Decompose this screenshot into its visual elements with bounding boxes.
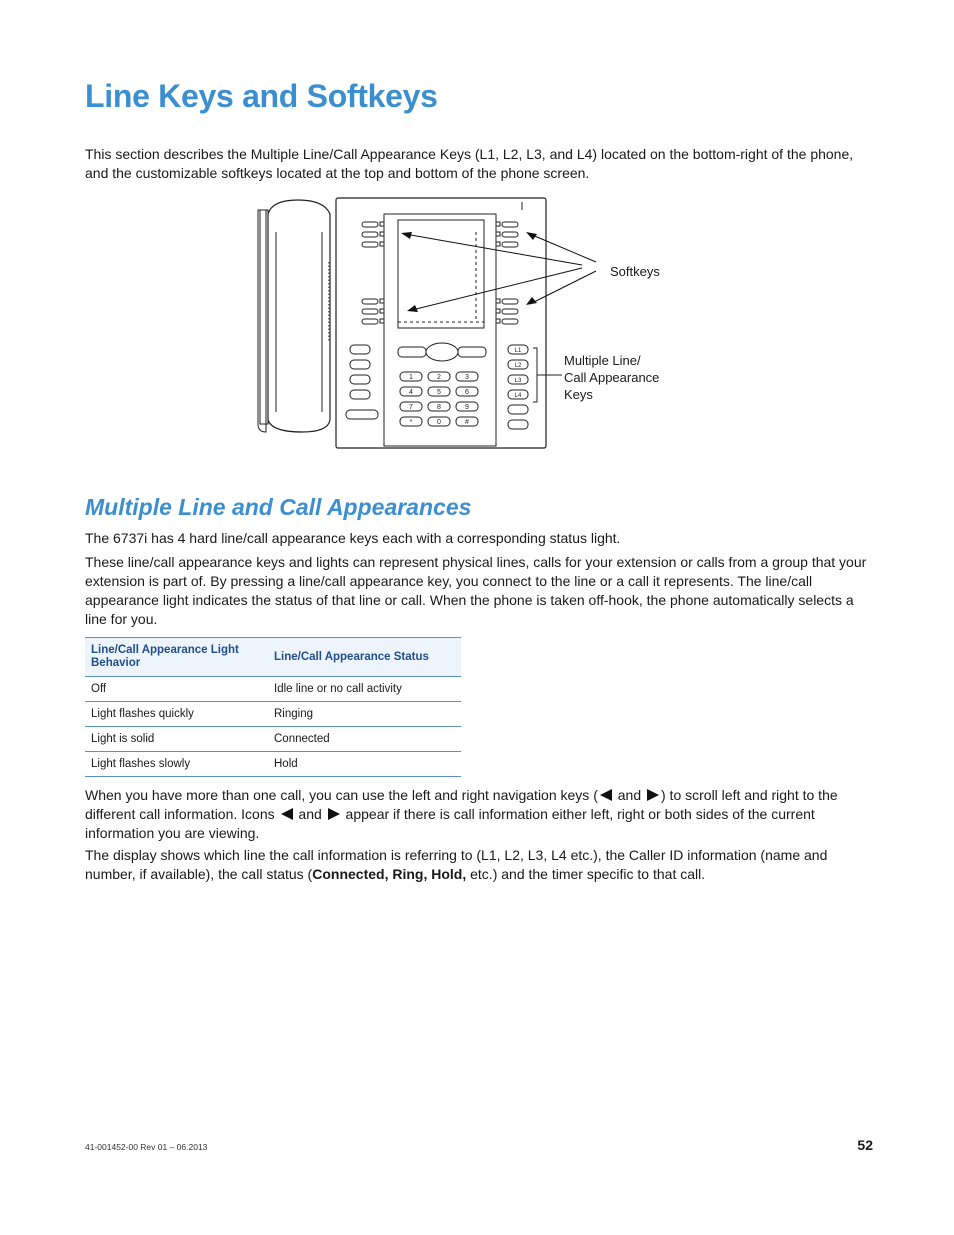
key-3-label: 3 [465,374,469,381]
line-keys-callout [564,352,659,403]
section-heading: Multiple Line and Call Appearances [85,494,472,520]
table-cell: Light flashes slowly [85,752,268,777]
line-key-l2-label: L2 [514,363,522,369]
table-cell: Light flashes quickly [85,702,268,727]
paragraph-line-keys: These line/call appearance keys and lights can represent physical lines, calls for your extension or calls from a group that your extension is part of. By pressing a line/call appearance key, you connect to the line or a call it represents. The line/call appearance light indicates the status of that line or call. When the phone is taken off-hook, the phone automatically selects a line for you. [85,554,867,627]
display-text-bold: Connected, Ring, Hold, [312,866,467,882]
paragraph-6737i: The 6737i has 4 hard line/call appearance keys each with a corresponding status light. [85,530,621,546]
paragraph-navigation [85,786,875,843]
key-0-label: 0 [437,419,441,426]
nav-text-part1: When you have more than one call, you can use the left and right navigation keys ( [85,787,598,803]
light-behavior-table [85,637,461,777]
footer-document-code: 41-001452-00 Rev 01 – 06.2013 [85,1142,208,1152]
line-keys-callout-line3: Keys [564,387,593,402]
table-row [85,752,461,777]
table-row [85,727,461,752]
line-key-l4-label: L4 [514,393,522,399]
left-arrow-icon [600,789,612,801]
softkeys-callout: Softkeys [610,264,660,279]
key-1-label: 1 [409,374,413,381]
table-cell: Ringing [268,702,461,727]
display-text-part2: etc.) and the timer specific to that call. [466,866,706,882]
table-row [85,677,461,702]
display-text-part1: The display shows which line the call information is referring to (L1, L2, L3, L4 etc.), the Caller ID information (name and number, if available), the call status ( [85,847,828,882]
key-2-label: 2 [437,374,441,381]
table-header-status: Line/Call Appearance Status [268,638,461,677]
right-arrow-icon [328,808,340,820]
page-title: Line Keys and Softkeys [85,78,438,114]
nav-text-and1: and [613,787,645,803]
line-keys-callout-line1: Multiple Line/ [564,353,641,368]
key-7-label: 7 [409,404,413,411]
intro-paragraph: This section describes the Multiple Line/Call Appearance Keys (L1, L2, L3, and L4) located on the bottom-right of the phone, and the customizable softkeys located at the top and bottom of the phone screen. [85,146,854,181]
key-9-label: 9 [465,404,469,411]
table-cell: Idle line or no call activity [268,677,461,702]
table-header-row [85,638,461,677]
table-cell: Light is solid [85,727,268,752]
line-key-l1-label: L1 [514,348,522,354]
key-star-label: * [409,419,413,426]
page-number: 52 [857,1137,873,1153]
nav-text-part3: appear if there is call information either left, right or both sides of the current information you are viewing. [85,806,815,841]
nav-text-part2: ) to scroll left and right to the different call information. Icons [85,787,838,822]
table-cell: Off [85,677,268,702]
key-5-label: 5 [437,389,441,396]
key-6-label: 6 [465,389,469,396]
key-4-label: 4 [409,389,413,396]
nav-text-and2: and [294,806,326,822]
line-key-l3-label: L3 [514,378,522,384]
table-cell: Hold [268,752,461,777]
phone-figure [250,192,710,454]
line-keys-callout-line2: Call Appearance [564,370,660,385]
key-8-label: 8 [437,404,441,411]
key-hash-label: # [465,419,469,426]
right-arrow-icon [647,789,659,801]
left-arrow-icon [281,808,293,820]
table-cell: Connected [268,727,461,752]
paragraph-display [85,846,875,884]
table-header-behavior: Line/Call Appearance Light Behavior [85,638,268,677]
phone-illustration [250,192,710,454]
table-row [85,702,461,727]
